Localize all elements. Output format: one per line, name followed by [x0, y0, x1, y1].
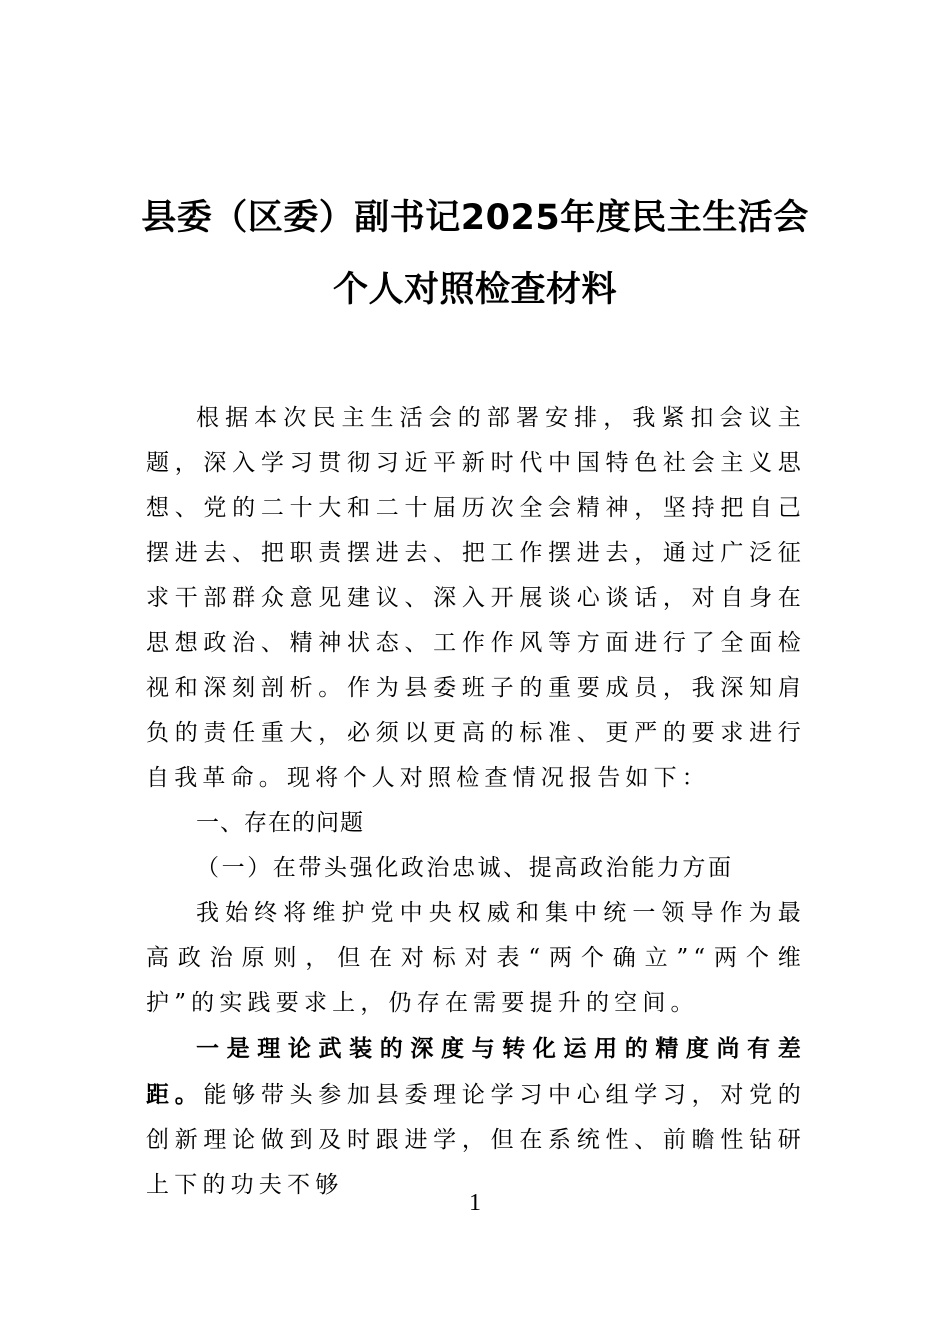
point-one-paragraph	[146, 1026, 806, 1208]
document-title-line-2: 个人对照检查材料	[332, 270, 617, 310]
section-heading-problems: 一、存在的问题	[196, 810, 364, 836]
subsection-intro-paragraph: 我始终将维护党中央权威和集中统一领导作为最高政治原则，但在对标对表“两个确立”“两个维护”的实践要求上，仍存在需要提升的空间。	[146, 900, 806, 1016]
document-title-line-1: 县委（区委）副书记2025年度民主生活会	[141, 198, 809, 238]
intro-paragraph: 根据本次民主生活会的部署安排，我紧扣会议主题，深入学习贯彻习近平新时代中国特色社会主义思想、党的二十大和二十届历次全会精神，坚持把自己摆进去、把职责摆进去、把工作摆进去，通过广泛征求干部群众意见建议、深入开展谈心谈话，对自身在思想政治、精神状态、工作作风等方面进行了全面检视和深刻剖析。作为县委班子的重要成员，我深知肩负的责任重大，必须以更高的标准、更严的要求进行自我革命。现将个人对照检查情况报告如下：	[146, 405, 806, 791]
subsection-heading-political-loyalty: （一）在带头强化政治忠诚、提高政治能力方面	[196, 855, 734, 881]
point-one-text: 能够带头参加县委理论学习中心组学习，对党的创新理论做到及时跟进学，但在系统性、前瞻性钻研上下的功夫不够	[146, 1082, 806, 1198]
page-number: 1	[469, 1190, 481, 1216]
document-body	[146, 396, 806, 1208]
point-one-lead: 一是理论武装的深度与转化运用的精度尚有差距。	[146, 1035, 806, 1108]
